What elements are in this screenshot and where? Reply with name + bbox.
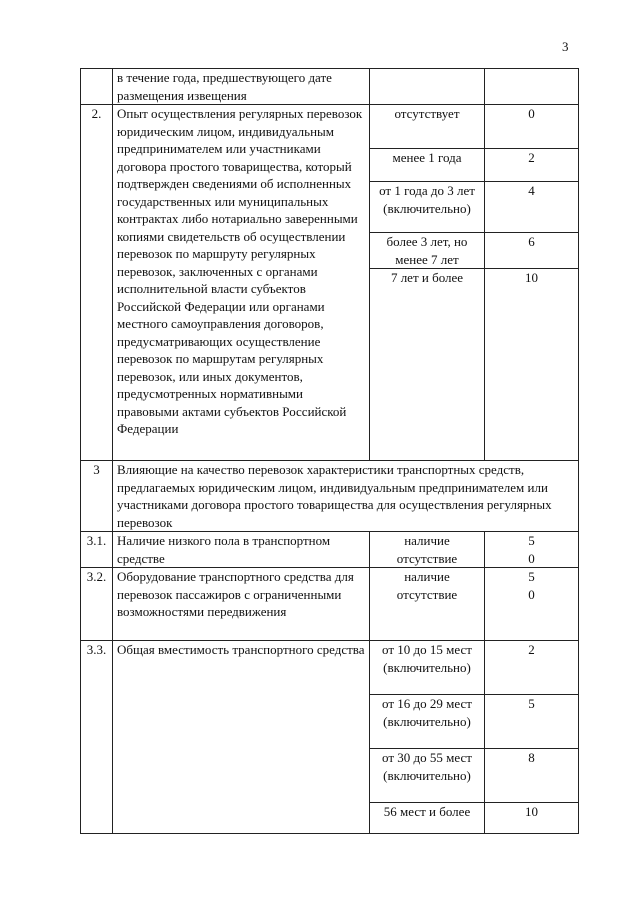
condition-cell: 7 лет и более — [370, 269, 485, 461]
condition-cell: от 1 года до 3 лет (включительно) — [370, 182, 485, 233]
condition-no: отсутствие — [396, 586, 458, 602]
table-row-3-3 — [81, 641, 579, 695]
condition-cell: отсутствует — [370, 105, 485, 149]
points-cell: 4 — [485, 182, 579, 233]
table-row-continuation — [81, 69, 579, 105]
points-cell: 8 — [485, 749, 579, 803]
criterion-description: Наличие низкого пола в транспортном средстве — [113, 532, 370, 568]
row-number — [81, 69, 113, 105]
condition-cell — [370, 568, 485, 641]
points-cell — [485, 532, 579, 568]
row-number: 3.1. — [81, 532, 113, 568]
condition-yes: наличие — [404, 533, 450, 548]
criterion-description: в течение года, предшествующего дате размещения извещения — [113, 69, 370, 105]
condition-cell: от 16 до 29 мест (включительно) — [370, 695, 485, 749]
criterion-description: Общая вместимость транспортного средства — [113, 641, 370, 834]
points-cell: 0 — [485, 105, 579, 149]
row-number: 2. — [81, 105, 113, 461]
points-cell: 2 — [485, 149, 579, 182]
condition-cell: более 3 лет, но менее 7 лет — [370, 233, 485, 269]
condition-yes: наличие — [404, 569, 450, 584]
condition-cell: от 30 до 55 мест (включительно) — [370, 749, 485, 803]
points-cell — [485, 69, 579, 105]
points-no: 0 — [528, 586, 535, 602]
criteria-table — [80, 68, 579, 834]
condition-cell — [370, 532, 485, 568]
table-row-2 — [81, 105, 579, 149]
points-cell: 10 — [485, 803, 579, 834]
points-cell: 5 — [485, 695, 579, 749]
points-cell: 10 — [485, 269, 579, 461]
table-row-3 — [81, 461, 579, 532]
table-row-3-1 — [81, 532, 579, 568]
points-yes: 5 — [528, 533, 535, 548]
criterion-description: Оборудование транспортного средства для перевозок пассажиров с ограниченными возможностями передвижения — [113, 568, 370, 641]
row-number: 3 — [81, 461, 113, 532]
points-cell — [485, 568, 579, 641]
row-number: 3.2. — [81, 568, 113, 641]
points-cell: 2 — [485, 641, 579, 695]
condition-cell: от 10 до 15 мест (включительно) — [370, 641, 485, 695]
points-no: 0 — [528, 550, 535, 566]
section-heading: Влияющие на качество перевозок характеристики транспортных средств, предлагаемых юридическим лицом, индивидуальным предпринимателем или участниками договора простого товарищества для осуществления регулярных перевозок — [113, 461, 579, 532]
page-number: 3 — [562, 39, 569, 54]
table-row-3-2 — [81, 568, 579, 641]
condition-no: отсутствие — [396, 550, 458, 566]
condition-cell — [370, 69, 485, 105]
condition-cell: 56 мест и более — [370, 803, 485, 834]
criterion-description: Опыт осуществления регулярных перевозок юридическим лицом, индивидуальным предпринимателем или участниками договора простого товарищества, который подтвержден сведениями об исполненных государственных или муниципальных контрактах либо нотариально заверенными копиями свидетельств об осуществлении перевозок по маршруту регулярных перевозок, заключенных с органами исполнительной власти субъектов Российской Федерации или органами местного самоуправления договоров, предусматривающих осуществление перевозок по маршрутам регулярных перевозок, или иных документов, предусмотренных нормативными правовыми актами субъектов Российской Федерации — [113, 105, 370, 461]
points-cell: 6 — [485, 233, 579, 269]
points-yes: 5 — [528, 569, 535, 584]
condition-cell: менее 1 года — [370, 149, 485, 182]
row-number: 3.3. — [81, 641, 113, 834]
